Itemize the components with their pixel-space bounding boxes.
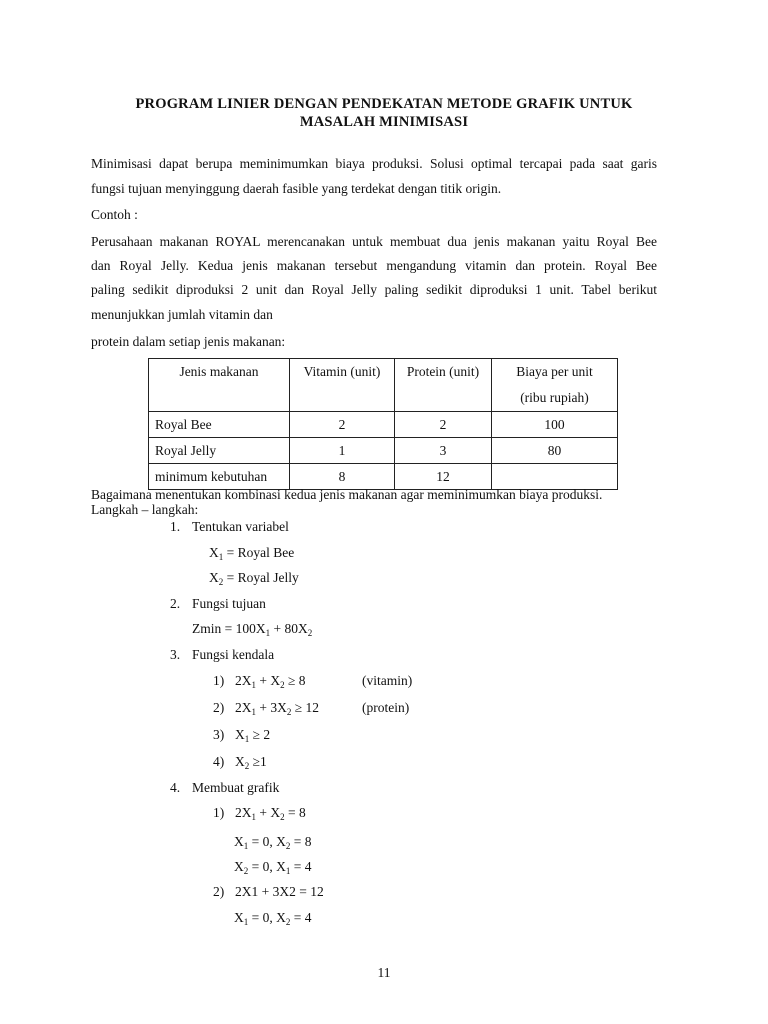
cell-name: minimum kebutuhan (149, 464, 290, 490)
cell-vitamin: 2 (290, 412, 395, 438)
problem-line-4: menunjukkan jumlah vitamin dan (91, 307, 273, 322)
x1-definition: $X_1$ = Royal Bee (209, 545, 295, 562)
constraint-3 (213, 727, 270, 744)
x2-definition: $X_2$ = Royal Jelly (209, 570, 299, 587)
cell-biaya (492, 464, 618, 490)
col-header-protein: Protein (unit) (395, 359, 492, 412)
graph-eq-2-number: 2) (213, 884, 225, 899)
title-line-2: MASALAH MINIMISASI (299, 114, 469, 130)
step-2-label: Fungsi tujuan (192, 596, 266, 611)
cell-name: Royal Jelly (149, 438, 290, 464)
constraint-2-expr: $2X_1 + 3X_2 \ge 12$ (235, 700, 320, 717)
graph-eq-1-expr: $2X_1 + X_2 = 8$ (235, 805, 306, 822)
step-2-number: 2. (170, 596, 181, 611)
problem-line-2: dan Royal Jelly. Kedua jenis makanan tersebut mengandung vitamin dan protein. Royal Bee (91, 258, 657, 273)
step-1 (170, 519, 289, 535)
objective-function: $Zmin = 100X_1 + 80X_2$ (192, 621, 313, 638)
step-3-label: Fungsi kendala (192, 647, 275, 662)
cell-vitamin: 8 (290, 464, 395, 490)
table-row (149, 412, 618, 438)
question-text: Bagaimana menentukan kombinasi kedua jenis makanan agar meminimumkan biaya produksi. (91, 487, 603, 502)
constraint-2-note: (protein) (362, 700, 410, 715)
col-header-biaya-line1: Biaya per unit (516, 364, 593, 379)
nutrition-table (148, 358, 618, 490)
constraint-4-number: 4) (213, 754, 225, 769)
graph-eq-2 (213, 884, 324, 900)
graph-eq-2-expr: 2X1 + 3X2 = 12 (235, 884, 324, 899)
table-header-row (149, 359, 618, 412)
graph-eq-1-point-2: $X_2 = 0$, $X_1 = 4$ (234, 859, 312, 876)
problem-line-3: paling sedikit diproduksi 2 unit dan Royal Jelly paling sedikit diproduksi 1 unit. Tabel berikut (91, 282, 657, 297)
graph-eq-1 (213, 805, 306, 822)
col-header-biaya-line2: (ribu rupiah) (520, 390, 589, 405)
graph-eq-2-point-1: $X_1 = 0$, $X_2 = 4$ (234, 910, 312, 927)
table-row (149, 438, 618, 464)
table-row (149, 464, 618, 490)
constraint-3-number: 3) (213, 727, 225, 742)
contoh-label: Contoh : (91, 207, 138, 222)
step-4-number: 4. (170, 780, 181, 795)
constraint-1-expr: $2X_1 + X_2 \ge 8$ (235, 673, 306, 690)
page-title (90, 95, 678, 131)
cell-name: Royal Bee (149, 412, 290, 438)
title-line-1: PROGRAM LINIER DENGAN PENDEKATAN METODE GRAFIK UNTUK (135, 96, 633, 112)
graph-eq-1-number: 1) (213, 805, 225, 820)
col-header-vitamin: Vitamin (unit) (290, 359, 395, 412)
problem-line-5: protein dalam setiap jenis makanan: (91, 334, 286, 349)
cell-vitamin: 1 (290, 438, 395, 464)
constraint-4 (213, 754, 267, 771)
col-header-biaya (492, 359, 618, 412)
step-3 (170, 647, 274, 663)
step-2 (170, 596, 266, 612)
cell-protein: 12 (395, 464, 492, 490)
constraint-1 (213, 673, 306, 690)
constraint-1-number: 1) (213, 673, 225, 688)
constraint-4-expr: $X_2 \ge 1$ (235, 754, 267, 771)
problem-line-1: Perusahaan makanan ROYAL merencanakan untuk membuat dua jenis makanan yaitu Royal Bee (91, 234, 657, 249)
constraint-2-number: 2) (213, 700, 225, 715)
step-1-number: 1. (170, 519, 181, 534)
langkah-label: Langkah – langkah: (91, 502, 199, 517)
page-number: 11 (377, 965, 391, 980)
intro-line-1: Minimisasi dapat berupa meminimumkan biaya produksi. Solusi optimal tercapai pada saat garis (91, 156, 657, 171)
step-1-label: Tentukan variabel (192, 519, 289, 534)
step-4 (170, 780, 279, 796)
constraint-3-expr: $X_1 \ge 2$ (235, 727, 271, 744)
step-3-number: 3. (170, 647, 181, 662)
constraint-1-note: (vitamin) (362, 673, 413, 688)
step-4-label: Membuat grafik (192, 780, 280, 795)
constraint-2 (213, 700, 319, 717)
graph-eq-1-point-1: $X_1 = 0$, $X_2 = 8$ (234, 834, 312, 851)
intro-line-2: fungsi tujuan menyinggung daerah fasible yang terdekat dengan titik origin. (91, 181, 502, 196)
cell-biaya: 80 (492, 438, 618, 464)
col-header-jenis: Jenis makanan (149, 359, 290, 412)
cell-biaya: 100 (492, 412, 618, 438)
cell-protein: 3 (395, 438, 492, 464)
cell-protein: 2 (395, 412, 492, 438)
